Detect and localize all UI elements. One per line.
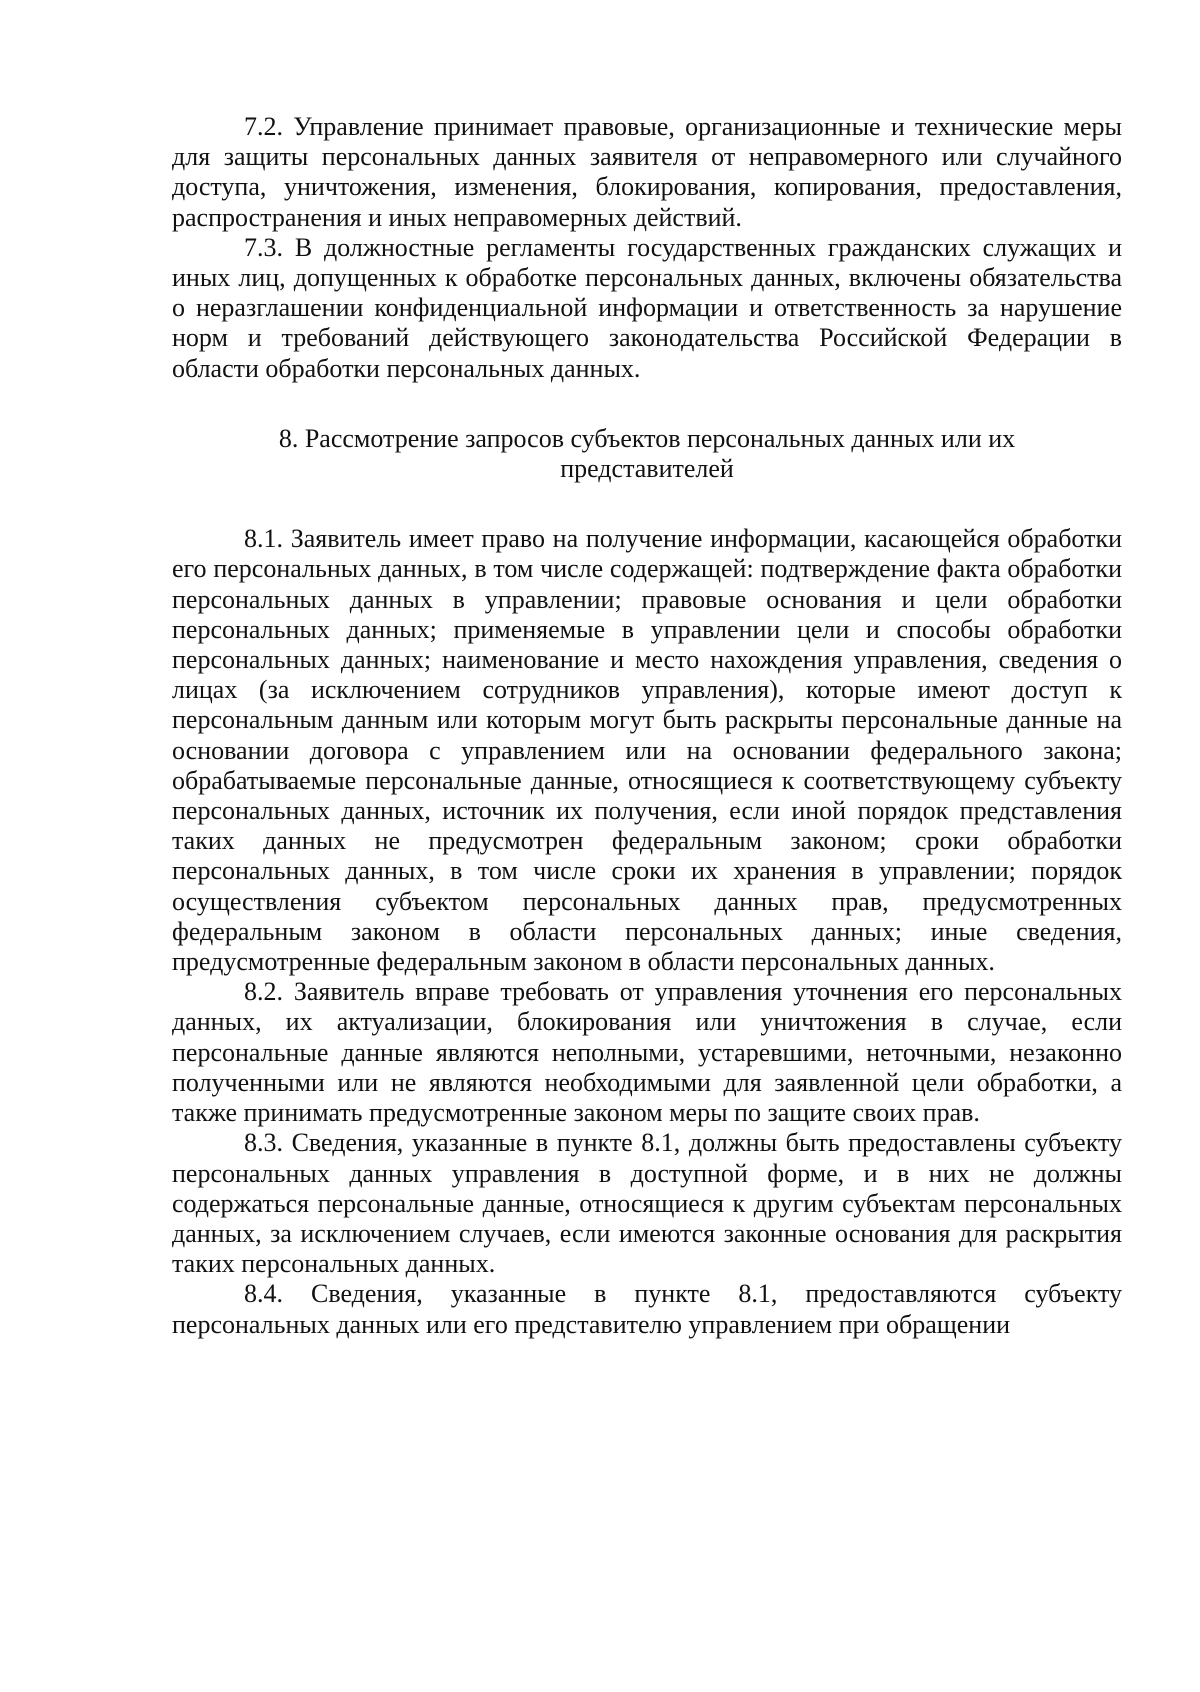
- paragraph-8-1: 8.1. Заявитель имеет право на получение информации, касающейся обработки его персональных данных, в том числе содержащей: подтверждение факта обработки персональных данных в управлении; правовые основания и цели обработки персональных данных; применяемые в управлении цели и способы обработки персональных данных; наименование и место нахождения управления, сведения о лицах (за исключением сотрудников управления), которые имеют доступ к персональным данным или которым могут быть раскрыты персональные данные на основании договора с управлением или на основании федерального закона; обрабатываемые персональные данные, относящиеся к соответствующему субъекту персональных данных, источник их получения, если иной порядок представления таких данных не предусмотрен федеральным законом; сроки обработки персональных данных, в том числе сроки их хранения в управлении; порядок осуществления субъектом персональных данных прав, предусмотренных федеральным законом в области персональных данных; иные сведения, предусмотренные федеральным законом в области персональных данных.: [172, 524, 1122, 977]
- paragraph-8-2: 8.2. Заявитель вправе требовать от управления уточнения его персональных данных, их актуализации, блокирования или уничтожения в случае, если персональные данные являются неполными, устаревшими, неточными, незаконно полученными или не являются необходимыми для заявленной цели обработки, а также принимать предусмотренные законом меры по защите своих прав.: [172, 977, 1122, 1128]
- document-body: [172, 112, 1122, 1340]
- paragraph-8-3: 8.3. Сведения, указанные в пункте 8.1, должны быть предоставлены субъекту персональных данных управления в доступной форме, и в них не должны содержаться персональные данные, относящиеся к другим субъектам персональных данных, за исключением случаев, если имеются законные основания для раскрытия таких персональных данных.: [172, 1128, 1122, 1279]
- paragraph-8-4: 8.4. Сведения, указанные в пункте 8.1, предоставляются субъекту персональных данных или его представителю управлением при обращении: [172, 1279, 1122, 1339]
- section-heading: 8. Рассмотрение запросов субъектов персональных данных или их представителей: [278, 423, 1016, 484]
- paragraph-7-3: 7.3. В должностные регламенты государственных гражданских служащих и иных лиц, допущенных к обработке персональных данных, включены обязательства о неразглашении конфиденциальной информации и ответственность за нарушение норм и требований действующего законодательства Российской Федерации в области обработки персональных данных.: [172, 232, 1122, 383]
- paragraph-7-2: 7.2. Управление принимает правовые, организационные и технические меры для защиты персональных данных заявителя от неправомерного или случайного доступа, уничтожения, изменения, блокирования, копирования, предоставления, распространения и иных неправомерных действий.: [172, 112, 1122, 232]
